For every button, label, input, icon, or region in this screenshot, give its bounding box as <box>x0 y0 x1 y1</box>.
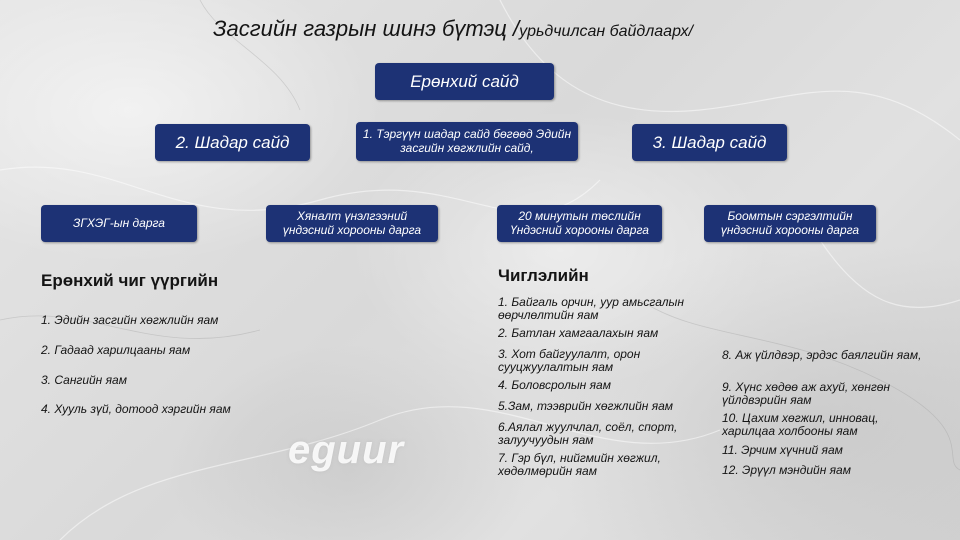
sector-ministries-heading: Чиглэлийн <box>498 266 589 285</box>
title-sub: урьдчилсан байдлаарх/ <box>519 23 693 40</box>
sector-ministry-item: 12. Эрүүл мэндийн яам <box>722 463 851 477</box>
general-ministry-item: 1. Эдийн засгийн хөгжлийн яам <box>41 313 219 327</box>
general-ministries-heading: Ерөнхий чиг үүргийн <box>41 271 219 290</box>
sector-ministry-item: 1. Байгаль орчин, уур амьсгалын өөрчлөлтийн яам <box>498 295 684 322</box>
prime-minister-box: Ерөнхий сайд <box>375 63 554 100</box>
page-title <box>213 16 693 42</box>
sector-ministry-item: 5.Зам, тээврийн хөгжлийн яам <box>498 399 674 413</box>
sector-ministry-item: 4. Боловсролын яам <box>498 378 611 392</box>
twenty-minute-committee-head-box: 20 минутын төслийн Үндэсний хорооны дарга <box>497 205 662 242</box>
port-revival-committee-head-box: Боомтын сэргэлтийн үндэсний хорооны дарга <box>704 205 876 242</box>
general-ministry-item: 3. Сангийн яам <box>41 373 127 387</box>
sector-ministry-item: 7. Гэр бүл, нийгмийн хөгжил, хөдөлмөрийн яам <box>498 451 661 478</box>
cabinet-secretariat-head-box: ЗГХЭГ-ын дарга <box>41 205 197 242</box>
monitoring-committee-head-box: Хяналт үнэлгээний үндэсний хорооны дарга <box>266 205 438 242</box>
sector-ministry-item: 6.Аялал жуулчлал, соёл, спорт, залуучуудын яам <box>498 420 678 447</box>
general-ministry-item: 2. Гадаад харилцааны яам <box>41 343 191 357</box>
eguur-logo: eguur <box>288 428 405 472</box>
deputy-pm-3-box: 3. Шадар сайд <box>632 124 787 161</box>
sector-ministry-item: 10. Цахим хөгжил, инновац, харилцаа холбооны яам <box>722 411 879 438</box>
first-deputy-pm-box: 1. Тэргүүн шадар сайд бөгөөд Эдийн засгийн хөгжлийн сайд, <box>356 122 578 161</box>
sector-ministry-item: 3. Хот байгуулалт, орон сууцжуулалтын яам <box>498 347 641 374</box>
title-main: Засгийн газрын шинэ бүтэц / <box>213 16 520 41</box>
sector-ministry-item: 8. Аж үйлдвэр, эрдэс баялгийн яам, <box>722 348 922 362</box>
deputy-pm-2-box: 2. Шадар сайд <box>155 124 310 161</box>
general-ministry-item: 4. Хууль зүй, дотоод хэргийн яам <box>41 402 231 416</box>
sector-ministry-item: 2. Батлан хамгаалахын яам <box>498 326 659 340</box>
sector-ministry-item: 11. Эрчим хүчний яам <box>722 443 843 457</box>
sector-ministry-item: 9. Хүнс хөдөө аж ахуй, хөнгөн үйлдвэрийн яам <box>722 380 891 407</box>
